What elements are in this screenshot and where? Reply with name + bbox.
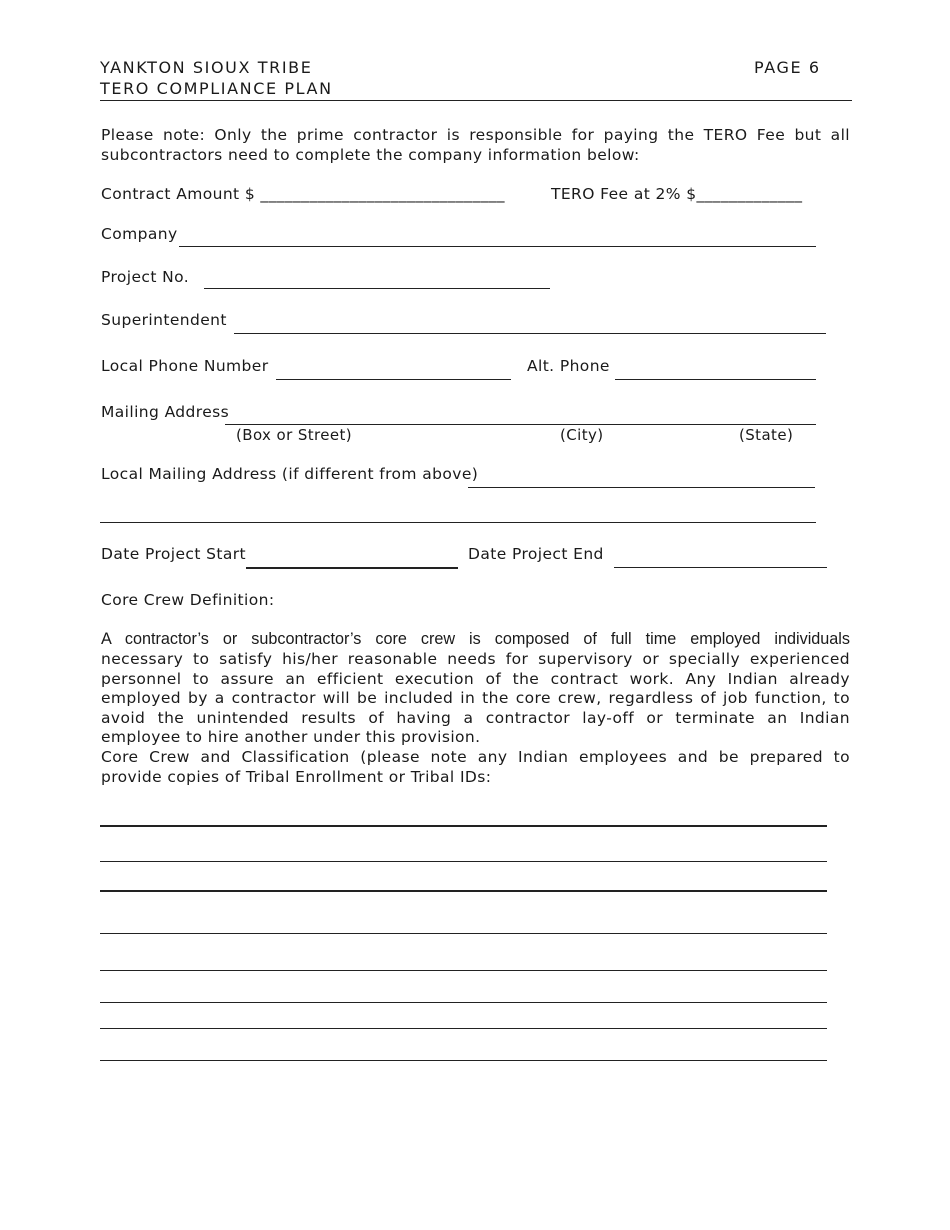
crew-entry-line[interactable] xyxy=(100,1028,827,1029)
mailing-address-label: Mailing Address xyxy=(101,403,230,421)
local-phone-label: Local Phone Number xyxy=(101,357,269,375)
tero-fee-field[interactable]: TERO Fee at 2% $_____________ xyxy=(551,185,803,203)
core-crew-definition-lead: A contractor’s or subcontractor’s core crew is composed of full time employed individuals xyxy=(101,630,850,648)
project-no-label: Project No. xyxy=(101,268,190,286)
superintendent-input-line[interactable] xyxy=(234,333,826,334)
page-number: PAGE 6 xyxy=(754,58,821,77)
date-start-label: Date Project Start xyxy=(101,545,246,563)
alt-phone-label: Alt. Phone xyxy=(527,357,610,375)
mailing-address-input-line[interactable] xyxy=(225,424,816,425)
city-caption: (City) xyxy=(560,426,604,444)
local-phone-input-line[interactable] xyxy=(276,379,511,380)
core-crew-classification-text: Core Crew and Classification (please note any Indian employees and be prepared to provide copies of Tribal Enrollment or Tribal IDs: xyxy=(101,748,850,786)
local-mailing-input-line[interactable] xyxy=(468,487,815,488)
local-mailing-input-line-2[interactable] xyxy=(100,522,816,523)
header-rule xyxy=(100,100,852,101)
local-mailing-label: Local Mailing Address (if different from above) xyxy=(101,465,479,483)
box-or-street-caption: (Box or Street) xyxy=(236,426,353,444)
state-caption: (State) xyxy=(739,426,794,444)
crew-entry-line[interactable] xyxy=(100,1060,827,1061)
header-plan-title: TERO COMPLIANCE PLAN xyxy=(100,79,333,98)
alt-phone-input-line[interactable] xyxy=(615,379,816,380)
crew-entry-line[interactable] xyxy=(100,970,827,971)
crew-entry-line[interactable] xyxy=(100,890,827,892)
date-start-input-line[interactable] xyxy=(246,567,458,569)
crew-entry-line[interactable] xyxy=(100,861,827,862)
superintendent-label: Superintendent xyxy=(101,311,227,329)
core-crew-heading: Core Crew Definition: xyxy=(101,591,275,609)
date-end-input-line[interactable] xyxy=(614,567,827,568)
core-crew-definition-body: necessary to satisfy his/her reasonable needs for supervisory or specially experienced personnel to assure an efficient execution of the contract work. Any Indian already employed by a contractor will be included in the core crew, regardless of job function, to avoid the unintended results of having a contractor lay-off or terminate an Indian employee to hire another under this provision. xyxy=(101,650,850,746)
notice-text: Please note: Only the prime contractor is responsible for paying the TERO Fee but all subcontractors need to complete the company information below: xyxy=(101,126,850,164)
header-tribe-name: YANKTON SIOUX TRIBE xyxy=(100,58,313,77)
company-label: Company xyxy=(101,225,178,243)
crew-entry-line[interactable] xyxy=(100,933,827,934)
crew-entry-line[interactable] xyxy=(100,825,827,827)
date-end-label: Date Project End xyxy=(468,545,604,563)
contract-amount-field[interactable]: Contract Amount $ ______________________________ xyxy=(101,185,505,203)
crew-entry-line[interactable] xyxy=(100,1002,827,1003)
company-input-line[interactable] xyxy=(179,246,816,247)
project-no-input-line[interactable] xyxy=(204,288,550,289)
